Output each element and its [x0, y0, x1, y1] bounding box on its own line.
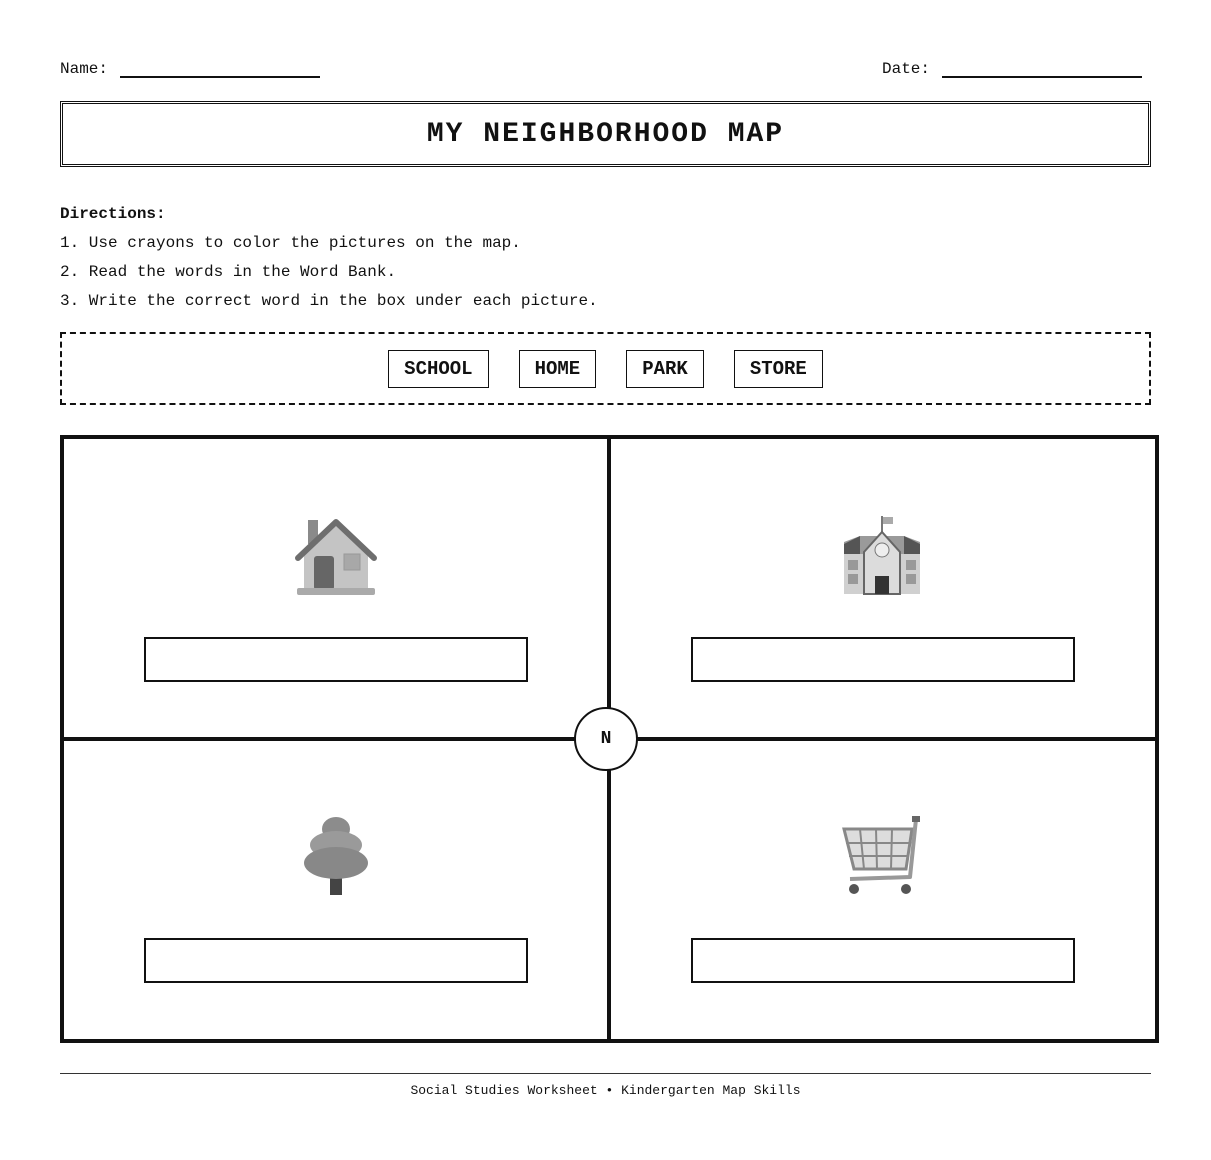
word-park: PARK [626, 350, 704, 388]
name-label: Name: [60, 60, 109, 78]
footer-divider [60, 1073, 1151, 1074]
compass-north: N [574, 707, 638, 771]
word-home: HOME [519, 350, 597, 388]
direction-step: 1. Use crayons to color the pictures on the map. [60, 234, 521, 252]
footer-text: Social Studies Worksheet • Kindergarten Map Skills [410, 1083, 801, 1098]
name-field [60, 60, 320, 78]
date-field [882, 60, 1142, 78]
page-title: MY NEIGHBORHOOD MAP [60, 101, 1151, 167]
tree-icon [294, 813, 378, 897]
house-icon [294, 514, 378, 598]
shopping-cart-icon [840, 813, 924, 897]
date-label: Date: [882, 60, 931, 78]
answer-box-store[interactable] [691, 938, 1075, 983]
direction-step: 2. Read the words in the Word Bank. [60, 263, 397, 281]
word-bank [60, 332, 1151, 405]
answer-box-home[interactable] [144, 637, 528, 682]
answer-box-park[interactable] [144, 938, 528, 983]
word-store: STORE [734, 350, 823, 388]
word-school: SCHOOL [388, 350, 488, 388]
directions [60, 200, 598, 316]
date-line[interactable] [942, 62, 1142, 78]
direction-step: 3. Write the correct word in the box under each picture. [60, 292, 598, 310]
answer-box-school[interactable] [691, 637, 1075, 682]
name-line[interactable] [120, 62, 320, 78]
school-icon [840, 512, 924, 596]
directions-heading: Directions: [60, 205, 166, 223]
